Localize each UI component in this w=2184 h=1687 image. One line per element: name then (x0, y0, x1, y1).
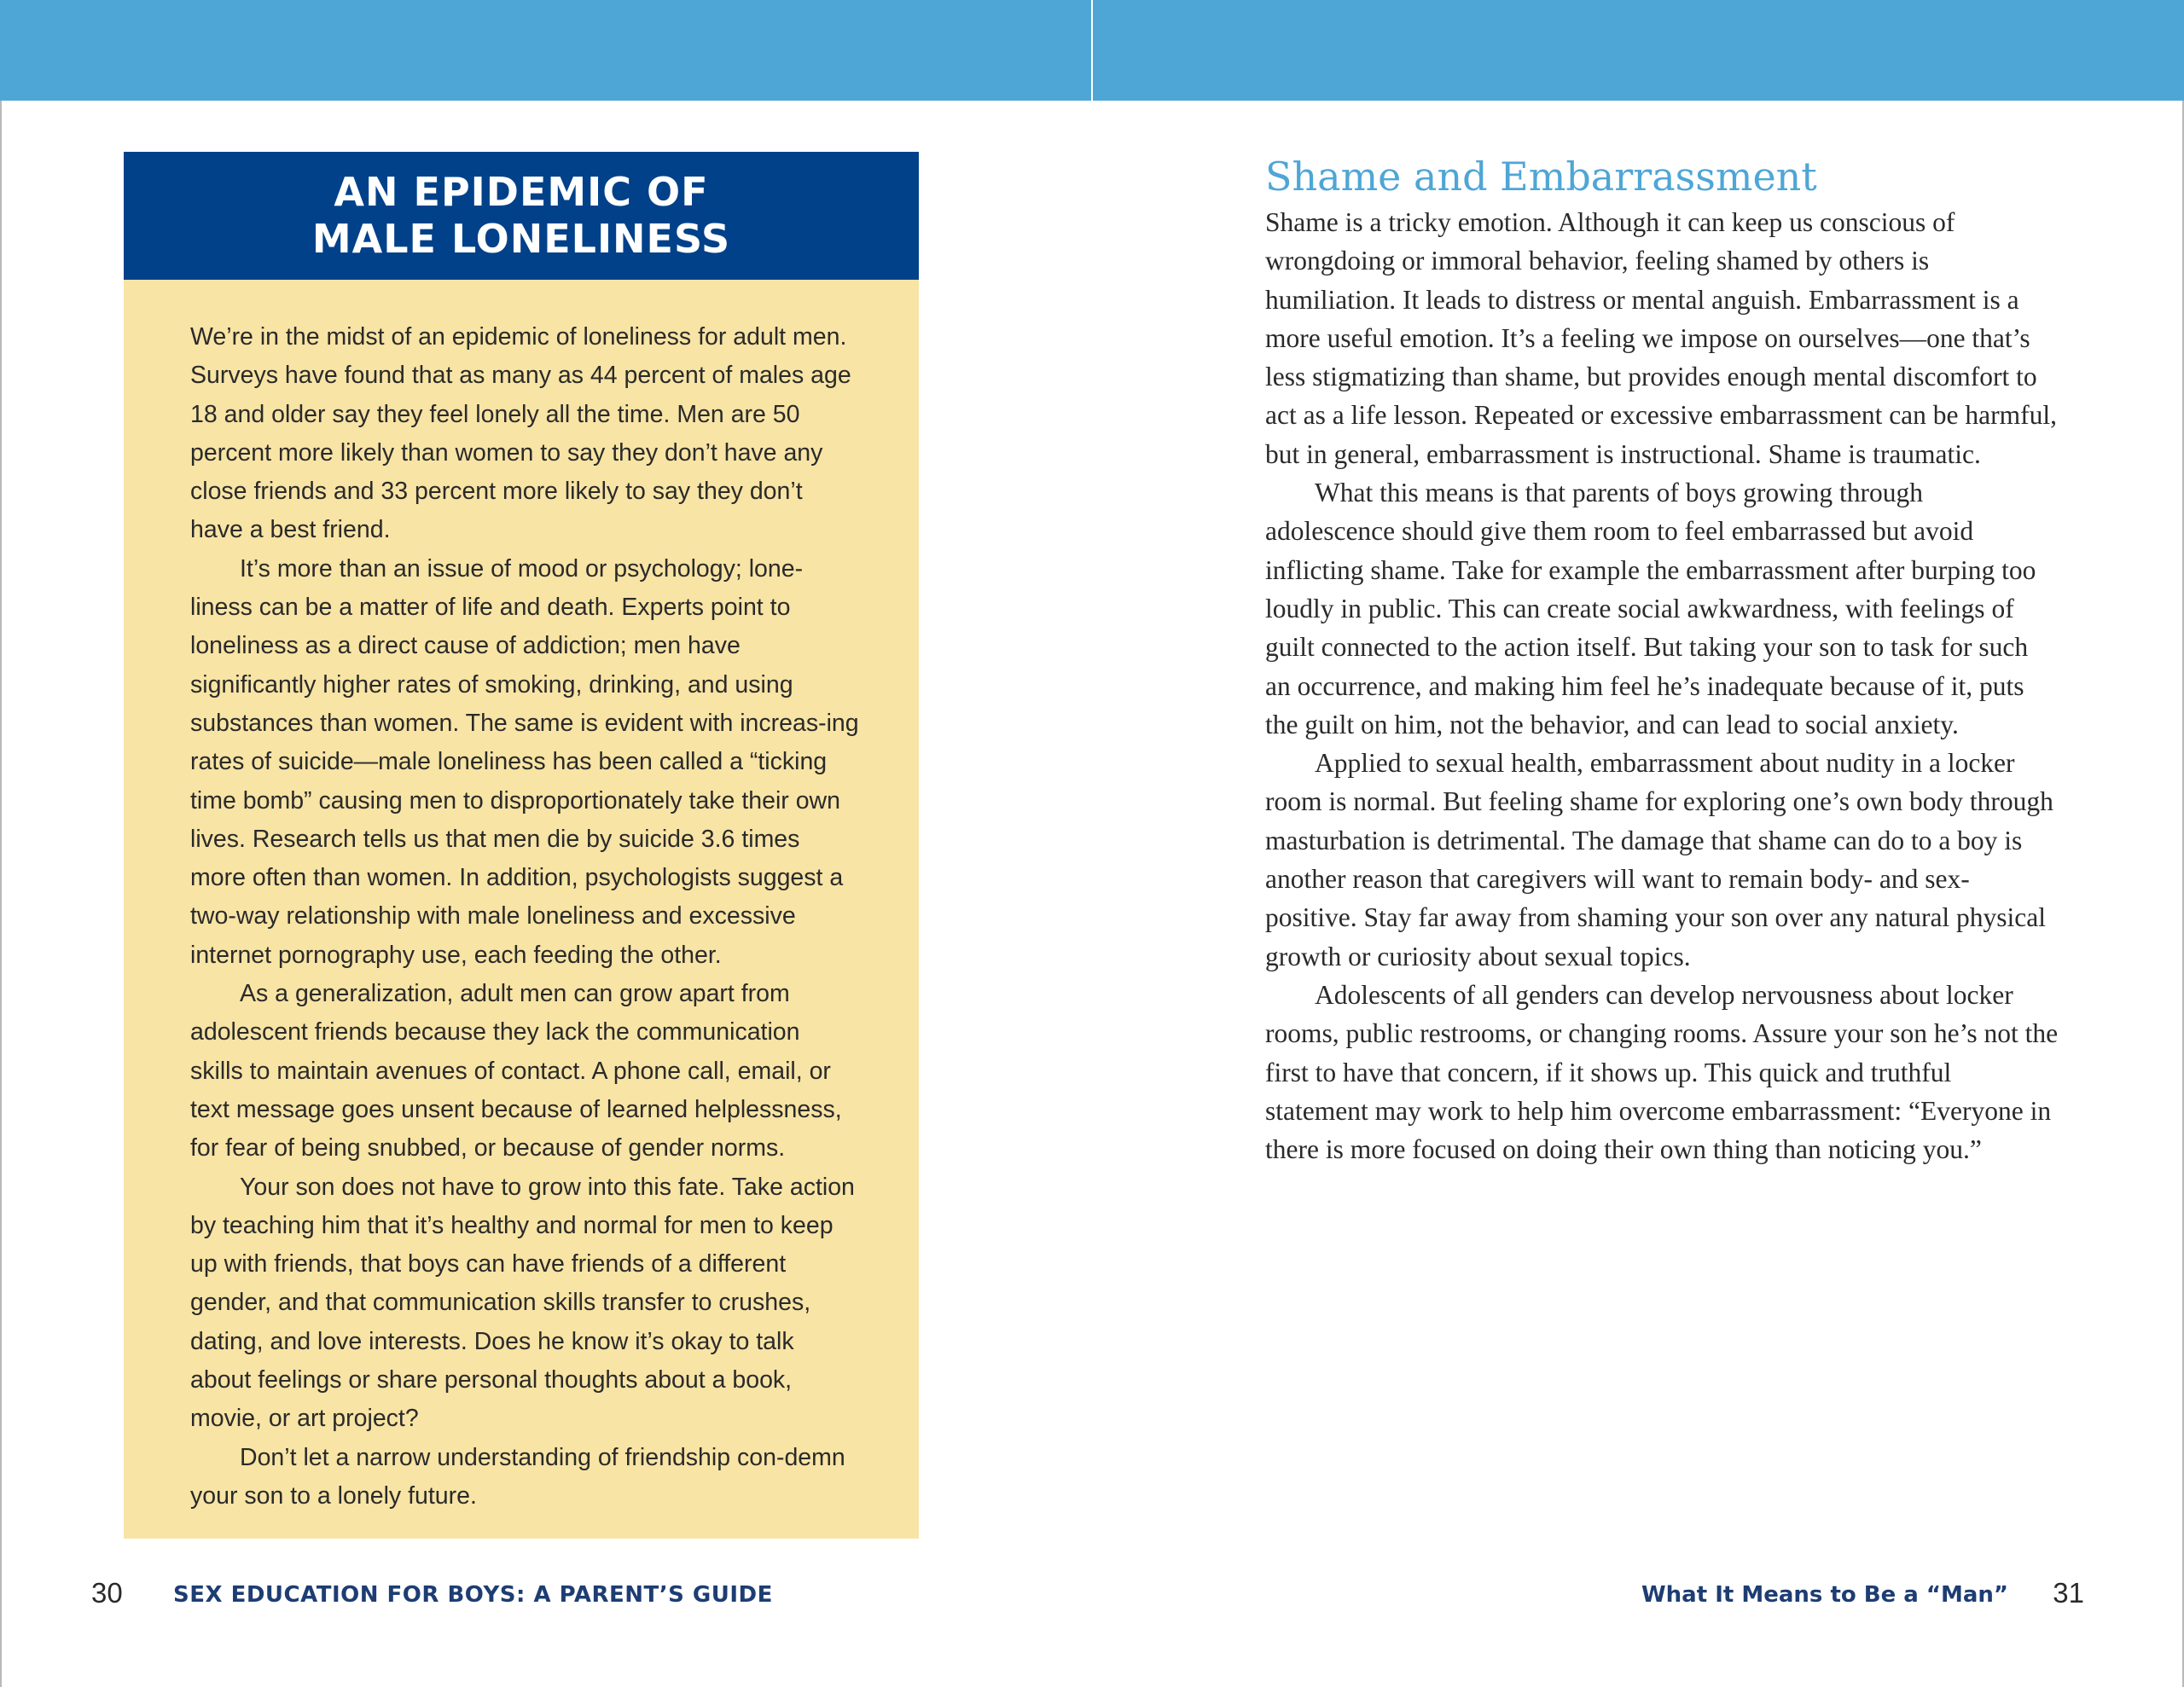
sidebar-header (124, 152, 919, 280)
article-body (1265, 203, 2059, 1168)
sidebar-title: AN EPIDEMIC OF MALE LONELINESS (311, 169, 731, 262)
article (1265, 152, 2059, 1168)
article-paragraph: Shame is a tricky emotion. Although it can keep us conscious of wrongdoing or immoral behavior, feeling shamed by others is humiliation. It leads to distress or mental anguish. Embarrassment is a more useful emotion. It’s a feeling we impose on ourselves—one that’s less stigmatizing than shame, but provides enough mental discomfort to act as a life lesson. Repeated or excessive embarrassment can be harmful, but in general, embarrassment is instructional. Shame is traumatic. (1265, 207, 2057, 469)
article-paragraph: What this means is that parents of boys growing through adolescence should give them room to feel embarrassed but avoid inflicting shame. Take for example the embarrassment after burping too loudly in public. This can create social awkwardness, with feelings of guilt connected to the action itself. But taking your son to task for such an occurrence, and making him feel he’s inadequate because of it, puts the guilt on him, not the behavior, and can lead to social anxiety. (1265, 478, 2036, 739)
sidebar-paragraph: Don’t let a narrow understanding of friendship con-demn your son to a lonely future. (190, 1443, 845, 1510)
sidebar-paragraph: Your son does not have to grow into this fate. Take action by teaching him that it’s healthy and normal for men to keep up with friends, that boys can have friends of a different gender, and that communication skills transfer to crushes, dating, and love interests. Does he know it’s okay to talk about feelings or share personal thoughts about a book, movie, or art project? (190, 1173, 855, 1433)
left-page-number: 30 (91, 1577, 123, 1609)
right-page-number: 31 (2053, 1577, 2084, 1609)
sidebar-paragraph: We’re in the midst of an epidemic of loneliness for adult men. Surveys have found that as many as 44 percent of males age 18 and older say they feel lonely all the time. Men are 50 percent more likely than women to say they don’t have any close friends and 33 percent more likely to say they don’t have a best friend. (190, 323, 851, 544)
sidebar-paragraph: It’s more than an issue of mood or psychology; lone-liness can be a matter of life and death. Experts point to loneliness as a direct cause of addiction; men have significantly higher rates of smoking, drinking, and using substances than women. The same is evident with increas-ing rates of suicide—male loneliness has been called a “ticking time bomb” causing men to disproportionately take their own lives. Research tells us that men die by suicide 3.6 times more often than women. In addition, psychologists suggest a two-way relationship with male loneliness and excessive internet pornography use, each feeding the other. (190, 554, 859, 969)
page-edge-left (0, 101, 2, 1687)
article-paragraph: Adolescents of all genders can develop nervousness about locker rooms, public restrooms, or changing rooms. Assure your son he’s not the first to have that concern, if it shows up. This quick and truthful statement may work to help him overcome embarrassment: “Everyone in there is more focused on doing their own thing than noticing you.” (1265, 979, 2059, 1165)
article-title: Shame and Embarrassment (1265, 154, 1817, 200)
header-band-left (0, 0, 1091, 101)
sidebar-body (124, 280, 919, 1516)
article-paragraph: Applied to sexual health, embarrassment about nudity in a locker room is normal. But feeling shame for exploring one’s own body through masturbation is detrimental. The damage that shame can do to a boy is another reason that caregivers will want to remain body- and sex-positive. Stay far away from shaming your son over any natural physical growth or curiosity about sexual topics. (1265, 748, 2053, 971)
right-running-head: What It Means to Be a “Man” (1641, 1582, 2008, 1608)
header-band-right (1093, 0, 2184, 101)
left-running-head: SEX EDUCATION FOR BOYS: A PARENT’S GUIDE (173, 1582, 773, 1608)
sidebar-box (124, 152, 919, 1539)
sidebar-paragraph: As a generalization, adult men can grow apart from adolescent friends because they lack the communication skills to maintain avenues of contact. A phone call, email, or text message goes unsent because of learned helplessness, for fear of being snubbed, or because of gender norms. (190, 980, 842, 1162)
